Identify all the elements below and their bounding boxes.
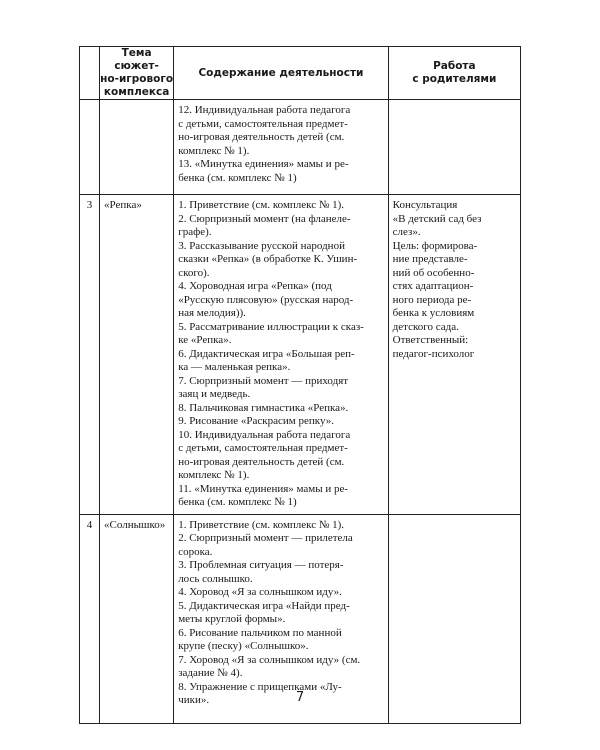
text-line: задание № 4). bbox=[178, 667, 243, 679]
text-line: стях адаптацион- bbox=[392, 280, 474, 292]
text-line: 2. Сюрпризный момент — прилетела bbox=[178, 532, 353, 544]
text-line: педагог-психолог bbox=[392, 347, 475, 360]
text-line: но-игровая деятельность детей (см. bbox=[178, 131, 345, 143]
text-line: но-игровая деятельность детей (см. bbox=[178, 455, 345, 468]
text-line: сказки «Репка» (в обработке К. Ушин- bbox=[178, 253, 358, 265]
activity-plan-table bbox=[79, 46, 521, 724]
text-line: 3. Рассказывание русской народной bbox=[178, 239, 345, 252]
text-line: чики». bbox=[178, 694, 210, 706]
text-line: 12. Индивидуальная работа педагога bbox=[178, 104, 351, 116]
text-line: «В детский сад без bbox=[392, 212, 482, 225]
text-line: 5. Дидактическая игра «Найди пред- bbox=[178, 599, 350, 612]
text-line: бенка (см. комплекс № 1) bbox=[178, 496, 297, 508]
text-line: меты круглой формы». bbox=[178, 613, 286, 625]
cell-theme: «Солнышко» bbox=[100, 514, 174, 723]
text-line: 8. Упражнение с прищепками «Лу- bbox=[178, 680, 342, 693]
text-line: 7. Сюрпризный момент — приходят bbox=[178, 374, 349, 387]
text-line: Цель: формирова- bbox=[392, 239, 478, 252]
text-line: 9. Рисование «Раскрасим репку». bbox=[178, 415, 334, 427]
text-line: 11. «Минутка единения» мамы и ре- bbox=[178, 482, 349, 495]
text-line: 2. Сюрпризный момент (на фланеле- bbox=[178, 212, 351, 225]
text-line: сорока. bbox=[178, 545, 213, 558]
text-line: 6. Рисование пальчиком по манной bbox=[178, 626, 342, 639]
text-line: ка — маленькая репка». bbox=[178, 361, 291, 373]
text-line: «Русскую плясовую» (русская народ- bbox=[178, 293, 354, 306]
text-line: ного периода ре- bbox=[392, 293, 472, 306]
cell-number: 3 bbox=[80, 195, 100, 515]
text-line: 4. Хороводная игра «Репка» (под bbox=[178, 280, 332, 292]
text-line: бенка (см. комплекс № 1) bbox=[178, 171, 297, 184]
text-line: 1. Приветствие (см. комплекс № 1). bbox=[178, 199, 345, 211]
text-line: с детьми, самостоятельная предмет- bbox=[178, 442, 348, 454]
text-line: ке «Репка». bbox=[178, 334, 232, 346]
cell-theme bbox=[100, 100, 174, 195]
header-content: Содержание деятельности bbox=[174, 47, 388, 100]
text-line: 13. «Минутка единения» мамы и ре- bbox=[178, 158, 349, 170]
text-line: 4. Хоровод «Я за солнышком иду». bbox=[178, 586, 342, 598]
text-line: ний об особенно- bbox=[392, 266, 475, 279]
cell-number bbox=[80, 100, 100, 195]
text-line: с детьми, самостоятельная предмет- bbox=[178, 117, 348, 130]
cell-parents bbox=[388, 100, 520, 195]
text-line: ского). bbox=[178, 266, 210, 279]
text-line: ние представле- bbox=[392, 253, 468, 265]
header-parents: Работа с родителями bbox=[388, 47, 520, 100]
text-line: 1. Приветствие (см. комплекс № 1). bbox=[178, 518, 345, 531]
cell-theme: «Репка» bbox=[100, 195, 174, 515]
text-line: Ответственный: bbox=[392, 334, 469, 346]
cell-content bbox=[174, 100, 388, 195]
text-line: крупе (песку) «Солнышко». bbox=[178, 640, 309, 652]
text-line: детского сада. bbox=[392, 320, 459, 333]
table-header-row bbox=[80, 47, 521, 100]
page-number: 7 bbox=[295, 690, 305, 705]
text-line: графе). bbox=[178, 226, 212, 238]
text-line: 3. Проблемная ситуация — потеря- bbox=[178, 559, 344, 571]
table-row-continuation bbox=[80, 100, 521, 195]
text-line: Консультация bbox=[392, 199, 458, 211]
text-line: слез». bbox=[392, 226, 421, 238]
header-number bbox=[80, 47, 100, 100]
cell-content bbox=[174, 195, 388, 515]
cell-number: 4 bbox=[80, 514, 100, 723]
text-line: 8. Пальчиковая гимнастика «Репка». bbox=[178, 401, 349, 414]
table-row-repka bbox=[80, 195, 521, 515]
text-line: заяц и медведь. bbox=[178, 388, 251, 400]
text-line: лось солнышко. bbox=[178, 572, 253, 585]
text-line: ная мелодия)). bbox=[178, 307, 246, 319]
text-line: 10. Индивидуальная работа педагога bbox=[178, 428, 351, 441]
text-line: комплекс № 1). bbox=[178, 469, 250, 481]
header-theme: Тема сюжет- но-игрового комплекса bbox=[100, 47, 174, 98]
text-line: 7. Хоровод «Я за солнышком иду» (см. bbox=[178, 653, 361, 666]
text-line: бенка к условиям bbox=[392, 307, 475, 319]
text-line: комплекс № 1). bbox=[178, 144, 250, 157]
cell-parents bbox=[388, 195, 520, 515]
text-line: 5. Рассматривание иллюстрации к сказ- bbox=[178, 320, 364, 333]
text-line: 6. Дидактическая игра «Большая реп- bbox=[178, 347, 355, 360]
